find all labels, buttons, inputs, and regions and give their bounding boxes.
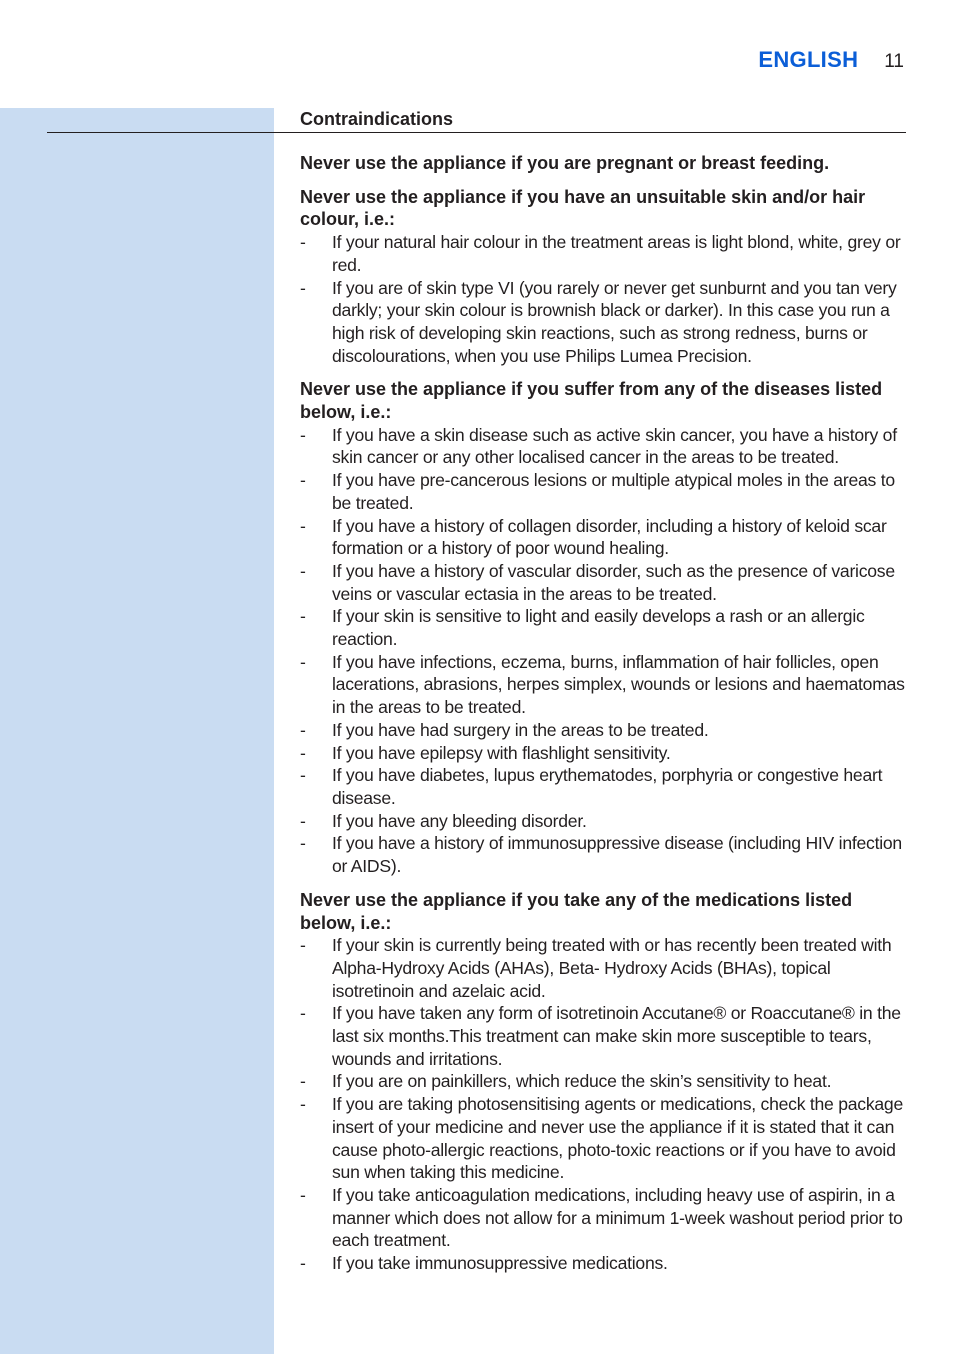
list-item: - If you have taken any form of isotretinoin Accutane® or Roaccutane® in the last six months.This treatment can make skin more susceptible to tears, wounds and irritations. [300,1002,910,1070]
list-item: - If you have pre-cancerous lesions or multiple atypical moles in the areas to be treated. [300,469,910,514]
block-heading: Never use the appliance if you suffer from any of the diseases listed below, i.e.: [300,379,883,423]
list-item: - If your skin is currently being treated with or has recently been treated with Alpha-Hydroxy Acids (AHAs), Beta- Hydroxy Acids (BHAs), topical isotretinoin and azelaic acid. [300,934,910,1002]
contraindication-block [300,186,910,368]
list-item: - If you have had surgery in the areas to be treated. [300,719,910,742]
list-item: - If your skin is sensitive to light and easily develops a rash or an allergic reaction. [300,605,910,650]
list-item: - If you have infections, eczema, burns, inflammation of hair follicles, open lacerations, abrasions, herpes simplex, wounds or lesions and haematomas in the areas to be treated. [300,651,910,719]
list-item: - If you have any bleeding disorder. [300,810,910,833]
block-heading: Never use the appliance if you are pregnant or breast feeding. [300,153,830,173]
block-heading: Never use the appliance if you have an unsuitable skin and/or hair colour, i.e.: [300,186,866,230]
sidebar-panel [0,108,274,1354]
list-item: - If you have a history of vascular disorder, such as the presence of varicose veins or vascular ectasia in the areas to be treated. [300,560,910,605]
block-heading: Never use the appliance if you take any of the medications listed below, i.e.: [300,889,853,933]
list-item: - If you have a skin disease such as active skin cancer, you have a history of skin cancer or any other localised cancer in the areas to be treated. [300,424,910,469]
bullet-list [300,231,910,367]
list-item: - If you take anticoagulation medications, including heavy use of aspirin, in a manner which does not allow for a minimum 1-week washout period prior to each treatment. [300,1184,910,1252]
list-item: - If you take immunosuppressive medications. [300,1252,910,1275]
list-item: - If you are of skin type VI (you rarely or never get sunburnt and you tan very darkly; your skin colour is brownish black or darker). In this case you run a high risk of developing skin reactions, such as strong redness, burns or discolourations, when you use Philips Lumea Precision. [300,277,910,368]
page-header [758,47,904,75]
bullet-list [300,424,910,878]
section-divider [47,132,906,133]
list-item: - If you have epilepsy with flashlight sensitivity. [300,742,910,765]
list-item: - If you have diabetes, lupus erythematodes, porphyria or congestive heart disease. [300,764,910,809]
section-title: Contraindications [300,109,454,129]
list-item: - If your natural hair colour in the treatment areas is light blond, white, grey or red. [300,231,910,276]
bullet-list [300,934,910,1275]
list-item: - If you have a history of collagen disorder, including a history of keloid scar formation or a history of poor wound healing. [300,515,910,560]
contraindication-block [300,152,910,175]
list-item: - If you have a history of immunosuppressive disease (including HIV infection or AIDS). [300,832,910,877]
language-label: ENGLISH [758,47,859,72]
page-number: 11 [884,51,904,72]
list-item: - If you are on painkillers, which reduce the skin’s sensitivity to heat. [300,1070,910,1093]
contraindication-block [300,889,910,1275]
contraindications-content [300,152,910,1286]
list-item: - If you are taking photosensitising agents or medications, check the package insert of your medicine and never use the appliance if it is stated that it can cause photo-allergic reactions, photo-toxic reactions or if you have to avoid sun when taking this medicine. [300,1093,910,1184]
contraindication-block [300,378,910,877]
